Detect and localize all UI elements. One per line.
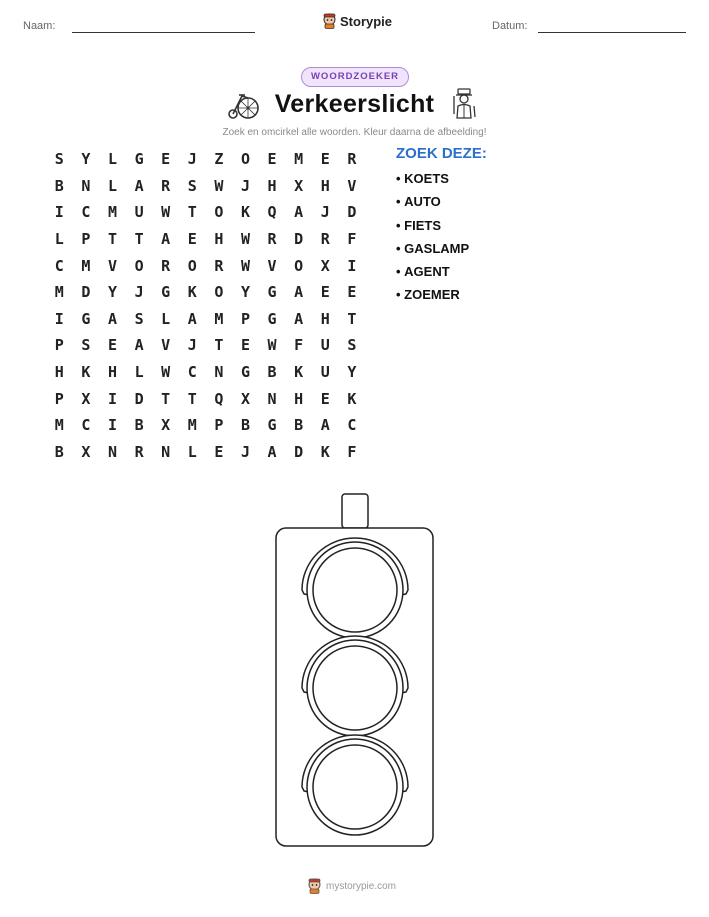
grid-letter[interactable]: T — [347, 309, 357, 328]
grid-letter[interactable]: N — [267, 389, 277, 408]
grid-letter[interactable]: G — [267, 309, 277, 328]
grid-letter[interactable]: M — [54, 416, 64, 435]
grid-letter[interactable]: N — [161, 442, 171, 461]
grid-letter[interactable]: V — [347, 176, 357, 195]
word-item: • FIETS — [396, 218, 487, 241]
grid-letter[interactable]: S — [81, 336, 91, 355]
grid-letter[interactable]: H — [294, 389, 304, 408]
grid-letter[interactable]: L — [107, 176, 117, 195]
grid-letter[interactable]: I — [54, 309, 64, 328]
date-line[interactable] — [538, 32, 686, 33]
storypie-mascot-icon — [322, 13, 337, 29]
word-list-heading: ZOEK DEZE: — [396, 145, 487, 162]
grid-letter[interactable]: J — [240, 442, 250, 461]
word-item: • AGENT — [396, 264, 487, 287]
grid-letter[interactable]: M — [54, 283, 64, 302]
grid-letter[interactable]: D — [347, 203, 357, 222]
grid-letter[interactable]: B — [267, 363, 277, 382]
grid-letter[interactable]: S — [187, 176, 197, 195]
grid-letter[interactable]: D — [81, 283, 91, 302]
footer — [307, 878, 396, 894]
grid-letter[interactable]: T — [214, 336, 224, 355]
grid-letter[interactable]: T — [107, 230, 117, 249]
grid-letter[interactable]: Y — [240, 283, 250, 302]
grid-letter[interactable]: R — [214, 256, 224, 275]
grid-letter[interactable]: W — [161, 203, 171, 222]
grid-letter[interactable]: D — [134, 389, 144, 408]
grid-letter[interactable]: J — [187, 150, 197, 169]
grid-letter[interactable]: B — [54, 442, 64, 461]
grid-letter[interactable]: S — [54, 150, 64, 169]
grid-letter[interactable]: X — [320, 256, 330, 275]
grid-letter[interactable]: H — [214, 230, 224, 249]
grid-letter[interactable]: Z — [214, 150, 224, 169]
date-label: Datum: — [492, 20, 528, 32]
category-badge: WOORDZOEKER — [301, 67, 409, 87]
grid-letter[interactable]: C — [347, 416, 357, 435]
grid-letter[interactable]: M — [187, 416, 197, 435]
grid-letter[interactable]: H — [107, 363, 117, 382]
grid-letter[interactable]: G — [267, 416, 277, 435]
grid-letter[interactable]: R — [134, 442, 144, 461]
grid-letter[interactable]: H — [267, 176, 277, 195]
grid-row — [46, 439, 365, 466]
grid-row — [46, 332, 365, 359]
grid-letter[interactable]: G — [240, 363, 250, 382]
grid-letter[interactable]: R — [347, 150, 357, 169]
grid-letter[interactable]: N — [107, 442, 117, 461]
grid-letter[interactable]: U — [320, 336, 330, 355]
grid-letter[interactable]: C — [81, 203, 91, 222]
grid-letter[interactable]: S — [134, 309, 144, 328]
grid-letter[interactable]: L — [187, 442, 197, 461]
grid-letter[interactable]: A — [320, 416, 330, 435]
grid-row — [46, 226, 365, 253]
word-item: • ZOEMER — [396, 287, 487, 310]
grid-letter[interactable]: R — [320, 230, 330, 249]
grid-letter[interactable]: G — [161, 283, 171, 302]
grid-letter[interactable]: T — [134, 230, 144, 249]
grid-letter[interactable]: G — [267, 283, 277, 302]
grid-letter[interactable]: E — [320, 150, 330, 169]
name-label: Naam: — [23, 20, 56, 32]
grid-letter[interactable]: T — [187, 203, 197, 222]
grid-letter[interactable]: E — [320, 283, 330, 302]
grid-letter[interactable]: D — [294, 230, 304, 249]
grid-letter[interactable]: C — [187, 363, 197, 382]
grid-letter[interactable]: E — [347, 283, 357, 302]
grid-letter[interactable]: K — [320, 442, 330, 461]
grid-letter[interactable]: W — [240, 256, 250, 275]
grid-letter[interactable]: A — [267, 442, 277, 461]
grid-letter[interactable]: M — [81, 256, 91, 275]
grid-letter[interactable]: V — [161, 336, 171, 355]
grid-letter[interactable]: O — [134, 256, 144, 275]
grid-letter[interactable]: M — [107, 203, 117, 222]
grid-letter[interactable]: Y — [347, 363, 357, 382]
grid-letter[interactable]: E — [320, 389, 330, 408]
grid-letter[interactable]: K — [294, 363, 304, 382]
grid-letter[interactable]: P — [54, 389, 64, 408]
grid-letter[interactable]: P — [81, 230, 91, 249]
grid-letter[interactable]: K — [240, 203, 250, 222]
grid-letter[interactable]: L — [161, 309, 171, 328]
grid-row — [46, 385, 365, 412]
grid-letter[interactable]: P — [54, 336, 64, 355]
grid-letter[interactable]: G — [134, 150, 144, 169]
grid-letter[interactable]: E — [187, 230, 197, 249]
grid-letter[interactable]: W — [240, 230, 250, 249]
letter-grid — [46, 146, 365, 465]
grid-letter[interactable]: L — [54, 230, 64, 249]
grid-letter[interactable]: Y — [107, 283, 117, 302]
grid-letter[interactable]: A — [134, 336, 144, 355]
grid-letter[interactable]: Y — [81, 150, 91, 169]
grid-letter[interactable]: A — [294, 309, 304, 328]
grid-letter[interactable]: M — [294, 150, 304, 169]
grid-row — [46, 146, 365, 173]
grid-letter[interactable]: O — [294, 256, 304, 275]
grid-letter[interactable]: F — [347, 230, 357, 249]
grid-letter[interactable]: M — [214, 309, 224, 328]
instructions: Zoek en omcirkel alle woorden. Kleur daarna de afbeelding! — [222, 127, 487, 138]
grid-letter[interactable]: O — [214, 283, 224, 302]
traffic-light-illustration[interactable] — [273, 492, 437, 852]
grid-letter[interactable]: R — [161, 176, 171, 195]
grid-letter[interactable]: F — [347, 442, 357, 461]
grid-letter[interactable]: A — [161, 230, 171, 249]
grid-letter[interactable]: I — [347, 256, 357, 275]
word-item: • GASLAMP — [396, 241, 487, 264]
grid-letter[interactable]: O — [214, 203, 224, 222]
grid-row — [46, 279, 365, 306]
grid-letter[interactable]: Q — [214, 389, 224, 408]
grid-letter[interactable]: E — [107, 336, 117, 355]
grid-letter[interactable]: P — [214, 416, 224, 435]
grid-row — [46, 252, 365, 279]
grid-letter[interactable]: A — [294, 283, 304, 302]
grid-letter[interactable]: J — [187, 336, 197, 355]
grid-letter[interactable]: H — [320, 309, 330, 328]
grid-letter[interactable]: A — [187, 309, 197, 328]
grid-letter[interactable]: X — [240, 389, 250, 408]
grid-letter[interactable]: A — [134, 176, 144, 195]
grid-letter[interactable]: B — [294, 416, 304, 435]
traffic-light-pole[interactable] — [342, 494, 368, 528]
grid-letter[interactable]: A — [107, 309, 117, 328]
grid-letter[interactable]: B — [134, 416, 144, 435]
grid-letter[interactable]: O — [187, 256, 197, 275]
name-line[interactable] — [72, 32, 255, 33]
grid-letter[interactable]: I — [107, 416, 117, 435]
brand-name: Storypie — [340, 13, 393, 29]
grid-letter[interactable]: G — [81, 309, 91, 328]
grid-letter[interactable]: W — [267, 336, 277, 355]
grid-letter[interactable]: J — [134, 283, 144, 302]
grid-letter[interactable]: U — [134, 203, 144, 222]
grid-letter[interactable]: X — [294, 176, 304, 195]
storypie-mascot-icon — [307, 878, 322, 894]
grid-letter[interactable]: E — [267, 150, 277, 169]
footer-url[interactable]: mystorypie.com — [326, 880, 397, 892]
grid-letter[interactable]: T — [187, 389, 197, 408]
grid-letter[interactable]: B — [54, 176, 64, 195]
grid-letter[interactable]: T — [161, 389, 171, 408]
grid-letter[interactable]: X — [161, 416, 171, 435]
grid-letter[interactable]: W — [161, 363, 171, 382]
grid-letter[interactable]: J — [320, 203, 330, 222]
grid-letter[interactable]: L — [107, 150, 117, 169]
grid-letter[interactable]: V — [107, 256, 117, 275]
grid-letter[interactable]: B — [240, 416, 250, 435]
grid-letter[interactable]: E — [161, 150, 171, 169]
grid-letter[interactable]: C — [54, 256, 64, 275]
grid-row — [46, 199, 365, 226]
grid-letter[interactable]: K — [81, 363, 91, 382]
grid-letter[interactable]: H — [320, 176, 330, 195]
page-title: Verkeerslicht — [274, 90, 435, 118]
grid-letter[interactable]: R — [161, 256, 171, 275]
grid-letter[interactable]: L — [134, 363, 144, 382]
grid-letter[interactable]: X — [81, 442, 91, 461]
grid-letter[interactable]: S — [347, 336, 357, 355]
grid-letter[interactable]: I — [107, 389, 117, 408]
grid-letter[interactable]: V — [267, 256, 277, 275]
grid-letter[interactable]: D — [294, 442, 304, 461]
word-item: • AUTO — [396, 194, 487, 217]
grid-letter[interactable]: Q — [267, 203, 277, 222]
grid-row — [46, 306, 365, 333]
grid-letter[interactable]: F — [294, 336, 304, 355]
grid-letter[interactable]: X — [81, 389, 91, 408]
grid-letter[interactable]: O — [240, 150, 250, 169]
grid-letter[interactable]: P — [240, 309, 250, 328]
grid-letter[interactable]: I — [54, 203, 64, 222]
grid-row — [46, 412, 365, 439]
grid-letter[interactable]: N — [81, 176, 91, 195]
grid-letter[interactable]: C — [81, 416, 91, 435]
grid-letter[interactable]: W — [214, 176, 224, 195]
grid-letter[interactable]: U — [320, 363, 330, 382]
grid-letter[interactable]: R — [267, 230, 277, 249]
grid-letter[interactable]: H — [54, 363, 64, 382]
grid-letter[interactable]: E — [240, 336, 250, 355]
word-list — [396, 145, 487, 311]
grid-letter[interactable]: A — [294, 203, 304, 222]
grid-letter[interactable]: N — [214, 363, 224, 382]
police-officer-icon — [450, 88, 478, 120]
word-item: • KOETS — [396, 171, 487, 194]
grid-row — [46, 173, 365, 200]
grid-letter[interactable]: K — [187, 283, 197, 302]
grid-letter[interactable]: K — [347, 389, 357, 408]
grid-row — [46, 359, 365, 386]
grid-letter[interactable]: J — [240, 176, 250, 195]
brand-logo — [322, 13, 392, 29]
grid-letter[interactable]: E — [214, 442, 224, 461]
